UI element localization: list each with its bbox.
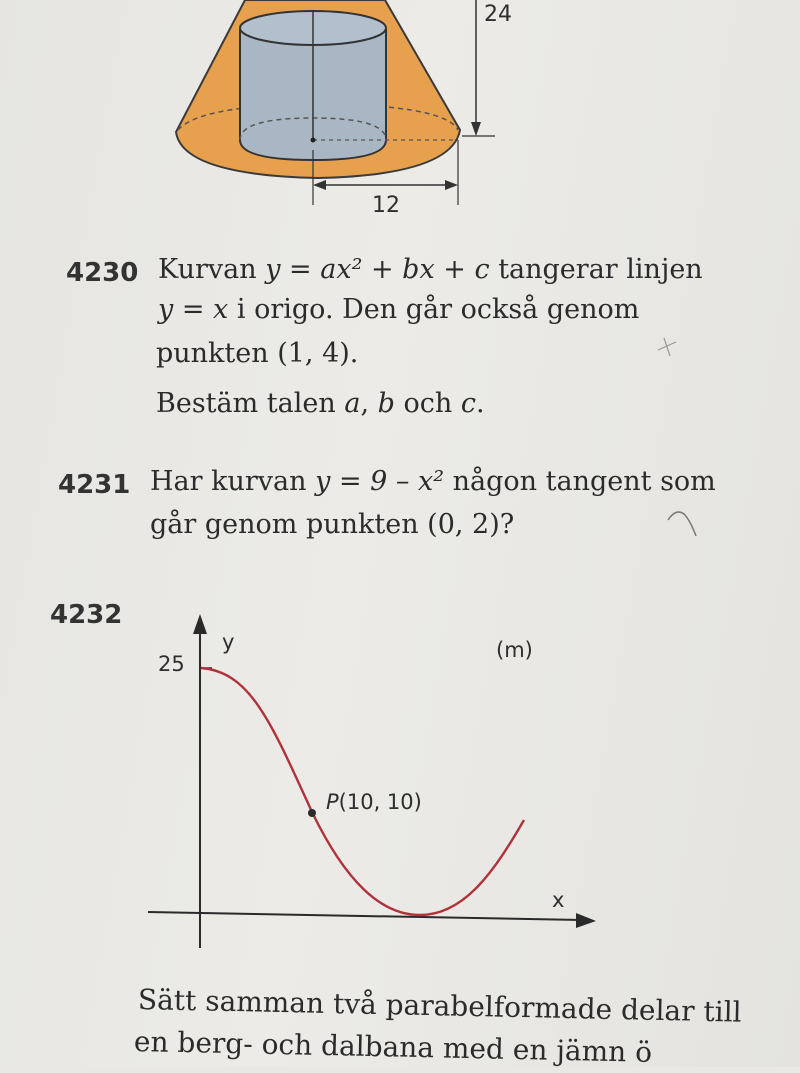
- problem-4231-line2: går genom punkten (0, 2)?: [150, 509, 515, 540]
- problem-number-4231: 4231: [58, 470, 131, 500]
- problem-number-4230: 4230: [66, 258, 139, 288]
- x-axis: [148, 912, 582, 920]
- point-p: [308, 809, 316, 817]
- problem-4230-line1: Kurvan y = ax² + bx + c tangerar linjen: [158, 254, 703, 285]
- y-axis-label: y: [222, 630, 235, 654]
- y-axis-arrow: [193, 614, 207, 634]
- point-p-label: P(10, 10): [326, 790, 422, 814]
- problem-4230-line2: y = x i origo. Den går också genom: [158, 294, 640, 325]
- problem-4232-caption-line2: en berg- och dalbana med en jämn ö: [133, 1025, 653, 1069]
- problem-number-4232: 4232: [50, 600, 123, 630]
- problem-4231-line1: Har kurvan y = 9 – x² någon tangent som: [150, 466, 716, 497]
- problem-4230-line3: punkten (1, 4).: [156, 338, 359, 369]
- problem-4232-caption-line1: Sätt samman två parabelformade delar till: [137, 983, 742, 1029]
- unit-label: (m): [496, 638, 533, 662]
- x-axis-label: x: [552, 888, 565, 912]
- x-axis-arrow: [576, 913, 596, 928]
- y-tick-label-25: 25: [158, 652, 185, 676]
- problem-4230-line4: Bestäm talen a, b och c.: [156, 388, 485, 419]
- radius-label: 12: [372, 193, 400, 218]
- height-label: 24: [484, 2, 512, 27]
